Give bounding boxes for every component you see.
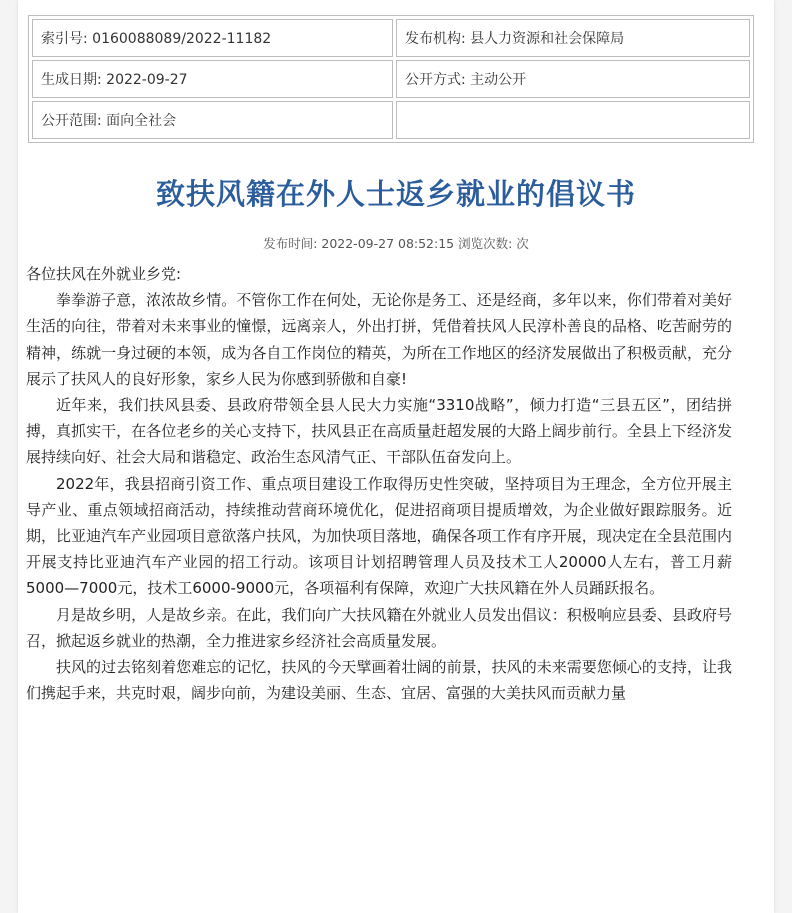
paragraph: 拳拳游子意，浓浓故乡情。不管你工作在何处，无论你是务工、还是经商，多年以来，你们带着对美好生活的向往，带着对未来事业的憧憬，远离亲人，外出打拼，凭借着扶风人民淳朴善良的品格、吃苦耐劳的精神，练就一身过硬的本领，成为各自工作岗位的精英，为所在工作地区的经济发展做出了积极贡献，充分展示了扶风人的良好形象，家乡人民为你感到骄傲和自豪! [26,291,732,388]
paragraph: 月是故乡明，人是故乡亲。在此，我们向广大扶风籍在外就业人员发出倡议：积极响应县委、县政府号召，掀起返乡就业的热潮，全力推进家乡经济社会高质量发展。 [26,605,732,650]
generation-date: 生成日期: 2022-09-27 [32,60,393,98]
index-number: 索引号: 0160088089/2022-11182 [32,19,393,57]
metadata-row [32,101,750,139]
empty-cell [396,101,750,139]
disclosure-scope: 公开范围: 面向全社会 [32,101,393,139]
article-title: 致扶风籍在外人士返乡就业的倡议书 [155,177,636,211]
paragraph: 扶风的过去铭刻着您难忘的记忆，扶风的今天擘画着壮阔的前景，扶风的未来需要您倾心的支持，让我们携起手来，共克时艰，阔步向前，为建设美丽、生态、宜居、富强的大美扶风而贡献力量 [26,658,732,703]
disclosure-mode: 公开方式: 主动公开 [396,60,750,98]
publish-info: 发布时间: 2022-09-27 08:52:15 浏览次数: 次 [263,236,529,251]
metadata-row [32,19,750,57]
salutation: 各位扶风在外就业乡党: [26,265,182,283]
metadata-table [28,15,754,143]
publisher: 发布机构: 县人力资源和社会保障局 [396,19,750,57]
document-page [18,0,774,913]
article-body [26,261,732,706]
paragraph: 2022年，我县招商引资工作、重点项目建设工作取得历史性突破，坚持项目为王理念，全方位开展主导产业、重点领域招商活动，持续推动营商环境优化，促进招商项目提质增效，为企业做好跟踪服务。近期，比亚迪汽车产业园项目意欲落户扶风，为加快项目落地，确保各项工作有序开展，现决定在全县范围内开展支持比亚迪汽车产业园的招工行动。该项目计划招聘管理人员及技术工人20000人左右，普工月薪5000—7000元，技术工6000-9000元，各项福利有保障，欢迎广大扶风籍在外人员踊跃报名。 [26,474,732,598]
paragraph: 近年来，我们扶风县委、县政府带领全县人民大力实施“3310战略”，倾力打造“三县五区”，团结拼搏，真抓实干，在各位老乡的关心支持下，扶风县正在高质量赶超发展的大路上阔步前行。全县上下经济发展持续向好、社会大局和谐稳定、政治生态风清气正、干部队伍奋发向上。 [26,396,732,467]
metadata-row [32,60,750,98]
